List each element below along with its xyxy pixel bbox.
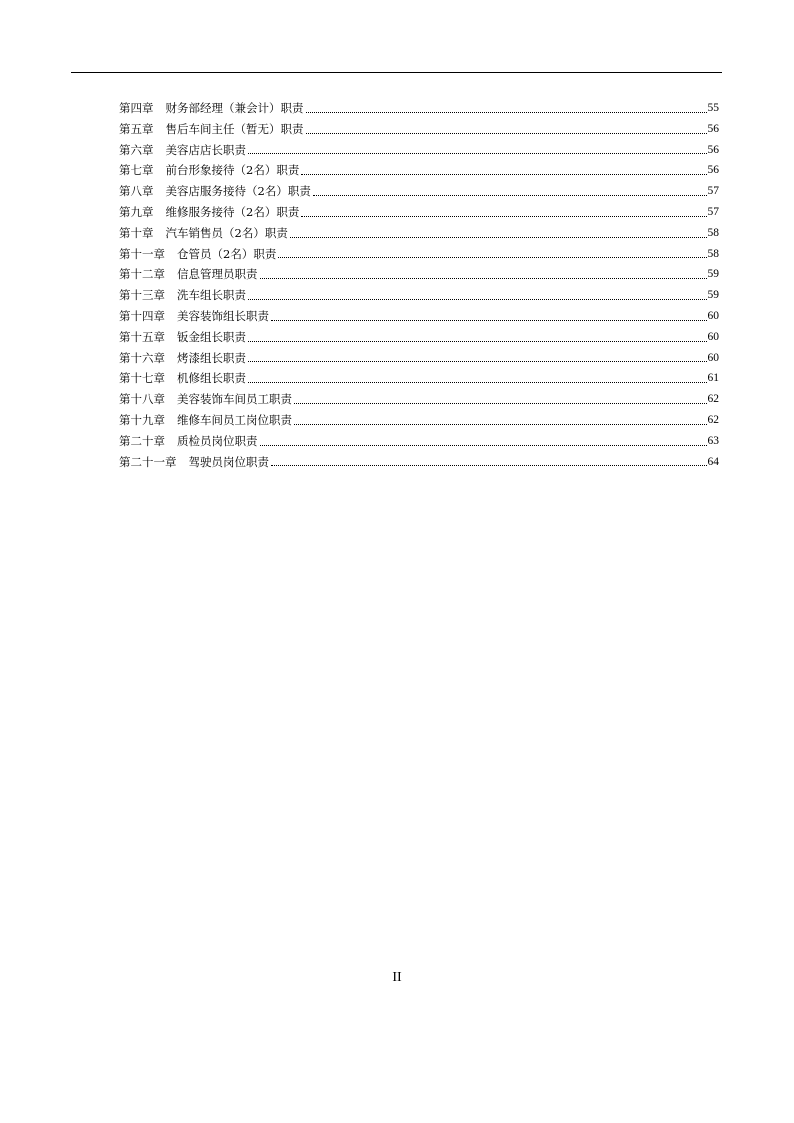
toc-title: 信息管理员职责	[177, 267, 258, 282]
toc-title: 机修组长职责	[177, 371, 246, 386]
toc-chapter-label: 第十三章	[119, 288, 165, 303]
toc-dot-leader	[278, 257, 706, 258]
toc-chapter-label: 第二十章	[119, 433, 165, 448]
toc-entry[interactable]	[119, 98, 719, 119]
toc-chapter-label: 第四章	[119, 101, 154, 115]
toc-chapter-label: 第十七章	[119, 371, 165, 386]
toc-chapter-label: 第八章	[119, 184, 154, 199]
toc-dot-leader	[260, 278, 707, 279]
toc-page-number: 62	[707, 393, 719, 406]
toc-chapter-label: 第十六章	[119, 350, 165, 365]
toc-chapter-label: 第二十一章	[119, 454, 177, 469]
toc-page-number: 56	[707, 122, 719, 135]
toc-page-number: 58	[707, 226, 719, 239]
toc-title: 美容店店长职责	[165, 142, 246, 157]
toc-chapter-label: 第七章	[119, 163, 154, 178]
toc-title: 维修车间员工岗位职责	[177, 412, 292, 427]
toc-page-number: 60	[707, 351, 719, 364]
toc-chapter-label: 第十四章	[119, 308, 165, 323]
toc-chapter-label: 第六章	[119, 142, 154, 157]
toc-page-number: 60	[707, 309, 719, 322]
toc-dot-leader	[306, 133, 707, 134]
toc-entry[interactable]	[119, 202, 719, 223]
toc-entry[interactable]	[119, 389, 719, 410]
toc-page-number: 64	[707, 455, 719, 468]
toc-dot-leader	[271, 465, 707, 466]
toc-entry[interactable]	[119, 181, 719, 202]
toc-entry[interactable]	[119, 410, 719, 431]
toc-title: 洗车组长职责	[177, 288, 246, 303]
toc-title: 售后车间主任（暂无）职责	[165, 121, 304, 136]
toc-entry[interactable]	[119, 452, 719, 473]
toc-entry[interactable]	[119, 160, 719, 181]
toc-title: 美容装饰车间员工职责	[177, 392, 292, 407]
toc-page-number: 62	[707, 413, 719, 426]
toc-dot-leader	[271, 320, 707, 321]
toc-entry[interactable]	[119, 285, 719, 306]
toc-entry[interactable]	[119, 140, 719, 161]
toc-entry[interactable]	[119, 264, 719, 285]
toc-page-number: 60	[707, 330, 719, 343]
toc-title: 烤漆组长职责	[177, 350, 246, 365]
page-number: II	[392, 970, 402, 985]
toc-title: 仓管员（2名）职责	[177, 246, 277, 261]
toc-entry[interactable]	[119, 306, 719, 327]
toc-entry[interactable]	[119, 119, 719, 140]
toc-dot-leader	[260, 445, 707, 446]
toc-entry[interactable]	[119, 431, 719, 452]
toc-chapter-label: 第十章	[119, 225, 154, 240]
toc-page-number: 58	[707, 247, 719, 260]
toc-dot-leader	[294, 424, 707, 425]
toc-title: 财务部经理（兼会计）职责	[165, 101, 304, 115]
toc-page-number: 59	[707, 289, 719, 302]
toc-chapter-label: 第十一章	[119, 246, 165, 261]
toc-title: 驾驶员岗位职责	[188, 454, 269, 469]
toc-dot-leader	[248, 299, 707, 300]
toc-chapter-label: 第十八章	[119, 392, 165, 407]
toc-title: 汽车销售员（2名）职责	[165, 225, 288, 240]
toc-entry[interactable]	[119, 327, 719, 348]
toc-dot-leader	[248, 341, 707, 342]
toc-dot-leader	[248, 153, 707, 154]
toc-dot-leader	[248, 382, 707, 383]
toc-title: 维修服务接待（2名）职责	[165, 204, 300, 219]
toc-title: 钣金组长职责	[177, 329, 246, 344]
toc-chapter-label: 第十二章	[119, 267, 165, 282]
toc-page-number: 59	[707, 268, 719, 281]
toc-chapter-label: 第九章	[119, 204, 154, 219]
toc-entry[interactable]	[119, 223, 719, 244]
toc-entry[interactable]	[119, 244, 719, 265]
toc-chapter-label: 第十九章	[119, 412, 165, 427]
toc-entry[interactable]	[119, 348, 719, 369]
toc-dot-leader	[306, 112, 707, 113]
toc-dot-leader	[294, 403, 707, 404]
toc-page-number: 63	[707, 434, 719, 447]
header-rule	[71, 72, 722, 73]
toc-dot-leader	[301, 174, 706, 175]
toc-dot-leader	[290, 237, 707, 238]
toc-page-number: 56	[707, 164, 719, 177]
toc-title: 质检员岗位职责	[177, 433, 258, 448]
toc-dot-leader	[301, 216, 706, 217]
toc-dot-leader	[248, 361, 707, 362]
toc-title: 美容装饰组长职责	[177, 308, 269, 323]
toc-page-number: 57	[707, 205, 719, 218]
toc-title: 前台形象接待（2名）职责	[165, 163, 300, 178]
toc-entry[interactable]	[119, 368, 719, 389]
toc-chapter-label: 第十五章	[119, 329, 165, 344]
table-of-contents	[119, 98, 719, 472]
toc-dot-leader	[313, 195, 707, 196]
toc-page-number: 61	[707, 372, 719, 385]
toc-title: 美容店服务接待（2名）职责	[165, 184, 311, 199]
toc-page-number: 56	[707, 143, 719, 156]
toc-page-number: 55	[707, 102, 719, 114]
toc-chapter-label: 第五章	[119, 121, 154, 136]
toc-page-number: 57	[707, 185, 719, 198]
